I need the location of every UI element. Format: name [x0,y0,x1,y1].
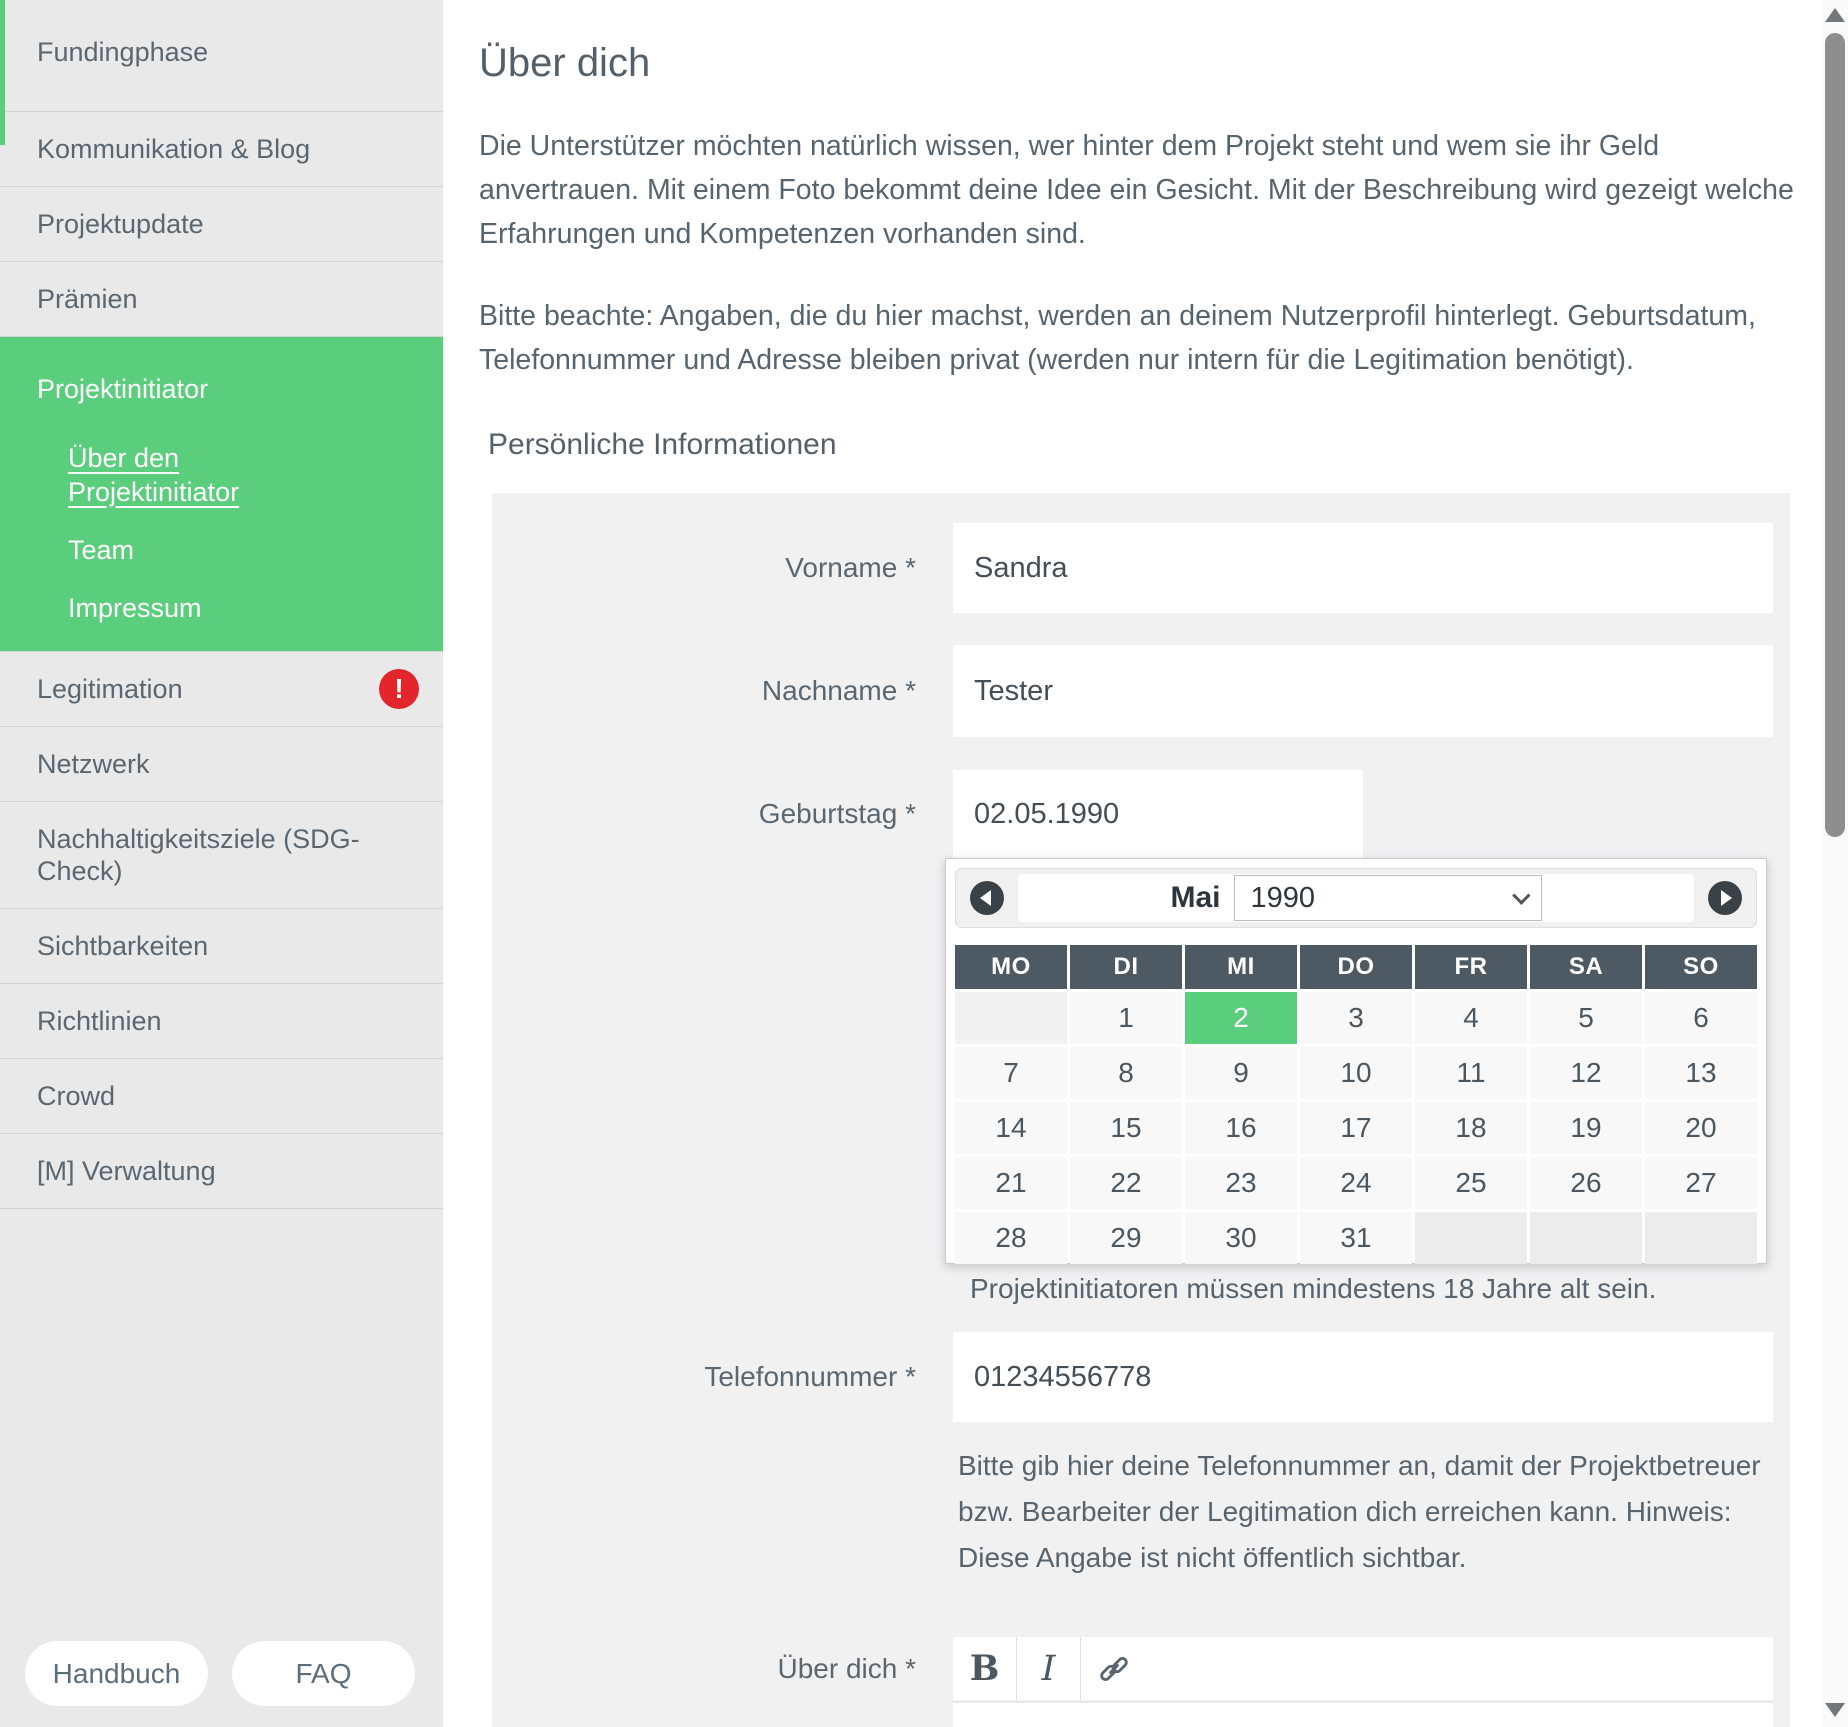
calendar-weekday: DO [1300,945,1412,989]
calendar-day-21[interactable]: 21 [955,1157,1067,1209]
calendar-day-14[interactable]: 14 [955,1102,1067,1154]
sidebar-item-label: Fundingphase [37,37,209,67]
vorname-label: Vorname * [785,552,916,583]
sidebar-subitem-ueber-den-projektinitiator[interactable]: Über den Projektinitiator [68,443,240,507]
personal-info-panel [492,493,1790,1727]
year-select[interactable] [1234,875,1542,921]
nachname-input[interactable] [953,645,1773,737]
calendar-day-15[interactable]: 15 [1070,1102,1182,1154]
calendar-day-3[interactable]: 3 [1300,992,1412,1044]
calendar-day-27[interactable]: 27 [1645,1157,1757,1209]
calendar-day-23[interactable]: 23 [1185,1157,1297,1209]
telefonnummer-help: Bitte gib hier deine Telefonnummer an, damit der Projektbetreuer bzw. Bearbeiter der Legitimation dich erreichen kann. Hinweis: Diese Angabe ist nicht öffentlich sichtbar. [958,1450,1761,1573]
calendar-day-8[interactable]: 8 [1070,1047,1182,1099]
richtext-toolbar [953,1637,1773,1700]
sidebar-item-label: Prämien [37,284,138,314]
intro-paragraph-1: Die Unterstützer möchten natürlich wissen, wer hinter dem Projekt steht und wem sie ihr Geld anvertrauen. Mit einem Foto bekommt deine Idee ein Gesicht. Mit der Beschreibung wird gezeigt welche Erfahrungen und Kompetenzen vorhanden sind. [479,130,1794,250]
calendar-day-9[interactable]: 9 [1185,1047,1297,1099]
ueber-dich-editor-area[interactable] [953,1703,1773,1727]
telefonnummer-label: Telefonnummer * [704,1361,916,1392]
sidebar-item-kommunikation-blog[interactable] [0,112,443,187]
calendar-day-6[interactable]: 6 [1645,992,1757,1044]
sidebar-item-fundingphase[interactable] [0,0,443,112]
previous-month-button[interactable] [970,881,1004,915]
projektinitiator-subnav [68,441,417,625]
section-heading: Persönliche Informationen [488,428,837,461]
calendar-empty-cell [1645,1212,1757,1264]
geburtstag-hint: Projektinitiatoren müssen mindestens 18 Jahre alt sein. [970,1273,1657,1304]
handbuch-button[interactable]: Handbuch [25,1641,208,1706]
calendar-day-25[interactable]: 25 [1415,1157,1527,1209]
sidebar-item-label: Projektinitiator [37,374,209,404]
bold-icon: B [969,1648,1000,1689]
italic-button[interactable] [1017,1637,1081,1700]
sidebar-item-label: Crowd [37,1081,116,1111]
calendar-day-16[interactable]: 16 [1185,1102,1297,1154]
calendar-day-22[interactable]: 22 [1070,1157,1182,1209]
calendar-day-24[interactable]: 24 [1300,1157,1412,1209]
year-select-value: 1990 [1250,881,1316,914]
scroll-down-arrow-icon[interactable] [1825,1703,1845,1717]
sidebar-item-label: Nachhaltigkeitsziele (SDG-Check) [37,824,360,886]
calendar-empty-cell [1530,1212,1642,1264]
calendar-day-4[interactable]: 4 [1415,992,1527,1044]
sidebar-item-nachhaltigkeitsziele[interactable] [0,802,443,909]
sidebar-item-netzwerk[interactable] [0,727,443,802]
bold-button[interactable] [953,1637,1017,1700]
calendar-day-28[interactable]: 28 [955,1212,1067,1264]
month-label: Mai [1170,881,1221,914]
calendar-day-19[interactable]: 19 [1530,1102,1642,1154]
italic-icon: I [1041,1648,1056,1689]
sidebar-subitem-impressum[interactable]: Impressum [68,593,202,623]
calendar-weekday: FR [1415,945,1527,989]
link-button[interactable] [1081,1637,1147,1700]
arrow-left-icon [980,890,991,906]
calendar-weekday: MO [955,945,1067,989]
calendar-day-11[interactable]: 11 [1415,1047,1527,1099]
sidebar-nav [0,0,443,1209]
calendar-weekday: SO [1645,945,1757,989]
ueber-dich-label: Über dich * [777,1653,916,1684]
calendar-day-26[interactable]: 26 [1530,1157,1642,1209]
sidebar-item-label: Legitimation [37,674,183,704]
calendar-day-17[interactable]: 17 [1300,1102,1412,1154]
scroll-up-arrow-icon[interactable] [1825,8,1845,22]
calendar-empty-cell [955,992,1067,1044]
calendar-day-31[interactable]: 31 [1300,1212,1412,1264]
sidebar-item-label: Richtlinien [37,1006,162,1036]
chevron-down-icon [1512,886,1530,904]
datepicker-title [1018,874,1694,922]
calendar-day-1[interactable]: 1 [1070,992,1182,1044]
calendar-day-7[interactable]: 7 [955,1047,1067,1099]
calendar-empty-cell [1415,1212,1527,1264]
calendar-day-10[interactable]: 10 [1300,1047,1412,1099]
sidebar-item-label: [M] Verwaltung [37,1156,216,1186]
page-title: Über dich [479,41,651,85]
calendar-weekday: MI [1185,945,1297,989]
telefonnummer-input[interactable] [953,1332,1773,1422]
calendar-day-29[interactable]: 29 [1070,1212,1182,1264]
calendar-weekday: DI [1070,945,1182,989]
sidebar-item-praemien[interactable] [0,262,443,337]
sidebar-item-projektupdate[interactable] [0,187,443,262]
warning-badge-icon: ! [379,669,419,709]
next-month-button[interactable] [1708,881,1742,915]
sidebar-item-projektinitiator[interactable] [0,337,443,652]
sidebar-item-label: Netzwerk [37,749,150,779]
faq-button[interactable]: FAQ [232,1641,415,1706]
calendar-day-20[interactable]: 20 [1645,1102,1757,1154]
sidebar [0,0,443,1727]
calendar-day-2[interactable]: 2 [1185,992,1297,1044]
datepicker-header [955,868,1757,928]
datepicker [945,858,1767,1264]
calendar-day-18[interactable]: 18 [1415,1102,1527,1154]
geburtstag-label: Geburtstag * [758,798,916,829]
main-content [443,0,1822,1727]
active-phase-indicator [0,0,5,145]
sidebar-item-legitimation[interactable] [0,652,443,727]
calendar-day-5[interactable]: 5 [1530,992,1642,1044]
link-icon [1097,1652,1131,1686]
geburtstag-input[interactable] [953,770,1363,858]
arrow-right-icon [1721,890,1732,906]
calendar-grid [955,945,1757,1264]
calendar-day-13[interactable]: 13 [1645,1047,1757,1099]
sidebar-footer [25,1641,415,1706]
calendar-day-30[interactable]: 30 [1185,1212,1297,1264]
sidebar-item-richtlinien[interactable] [0,984,443,1059]
sidebar-item-label: Projektupdate [37,209,204,239]
calendar-weekday: SA [1530,945,1642,989]
nachname-label: Nachname * [761,675,916,706]
calendar-day-12[interactable]: 12 [1530,1047,1642,1099]
sidebar-item-label: Sichtbarkeiten [37,931,209,961]
sidebar-item-crowd[interactable] [0,1059,443,1134]
sidebar-subitem-team[interactable]: Team [68,535,135,565]
sidebar-item-m-verwaltung[interactable] [0,1134,443,1209]
sidebar-item-sichtbarkeiten[interactable] [0,909,443,984]
scrollbar-thumb[interactable] [1825,33,1845,837]
sidebar-item-label: Kommunikation & Blog [37,134,311,164]
vorname-input[interactable] [953,523,1773,613]
vertical-scrollbar[interactable] [1822,0,1848,1727]
intro-paragraph-2: Bitte beachte: Angaben, die du hier machst, werden an deinem Nutzerprofil hinterlegt. Geburtsdatum, Telefonnummer und Adresse bleiben privat (werden nur intern für die Legitimation benötigt). [479,300,1756,376]
